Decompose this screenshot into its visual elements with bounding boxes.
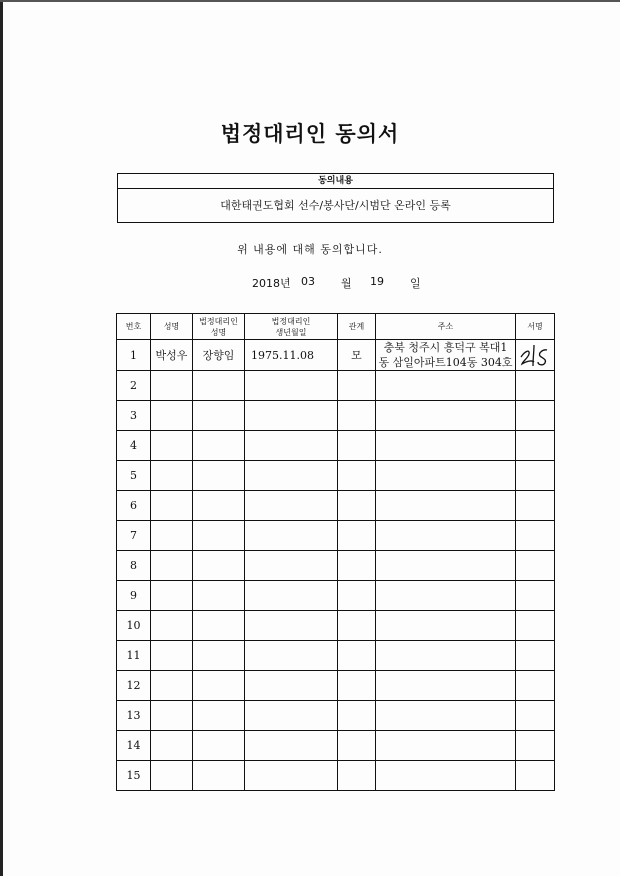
row-guardian-birth: 1975.11.08 xyxy=(245,340,338,371)
row-address xyxy=(376,581,516,611)
row-name xyxy=(151,731,193,761)
row-signature xyxy=(516,611,555,641)
row-name xyxy=(151,431,193,461)
table-row xyxy=(117,611,555,641)
row-relation xyxy=(338,461,376,491)
scan-edge-top xyxy=(0,0,620,2)
row-relation xyxy=(338,731,376,761)
row-guardian-birth xyxy=(245,371,338,401)
row-number: 8 xyxy=(117,551,151,581)
row-address xyxy=(376,611,516,641)
row-name xyxy=(151,761,193,791)
table-row xyxy=(117,731,555,761)
row-signature xyxy=(516,431,555,461)
row-signature xyxy=(516,581,555,611)
row-address xyxy=(376,340,516,371)
row-guardian-birth xyxy=(245,641,338,671)
row-number: 13 xyxy=(117,701,151,731)
row-number: 3 xyxy=(117,401,151,431)
row-guardian-name xyxy=(193,461,245,491)
row-address xyxy=(376,641,516,671)
row-relation xyxy=(338,401,376,431)
row-signature xyxy=(516,461,555,491)
row-signature xyxy=(516,371,555,401)
header-guardian-birth xyxy=(245,314,338,340)
row-relation xyxy=(338,551,376,581)
row-guardian-birth xyxy=(245,491,338,521)
handwritten-signature-icon xyxy=(517,341,553,369)
date-month: 03 xyxy=(301,275,315,288)
row-guardian-birth xyxy=(245,401,338,431)
row-number: 15 xyxy=(117,761,151,791)
row-relation xyxy=(338,431,376,461)
row-signature xyxy=(516,521,555,551)
guardian-consent-table xyxy=(116,313,555,791)
date-year: 2018년 xyxy=(252,277,291,290)
row-address-line1: 충북 청주시 흥덕구 복대1 xyxy=(383,341,508,354)
header-signature: 서명 xyxy=(516,314,555,340)
date-month-unit: 월 xyxy=(341,277,352,290)
row-guardian-name xyxy=(193,371,245,401)
row-guardian-name xyxy=(193,761,245,791)
header-guardian-birth-line1: 법정대리인 xyxy=(271,316,311,326)
table-header-row xyxy=(117,314,555,340)
row-relation xyxy=(338,581,376,611)
row-guardian-name xyxy=(193,701,245,731)
row-guardian-name xyxy=(193,581,245,611)
row-number: 14 xyxy=(117,731,151,761)
row-guardian-name: 장향임 xyxy=(193,340,245,371)
row-signature xyxy=(516,641,555,671)
row-relation: 모 xyxy=(338,340,376,371)
header-guardian-name-line2: 성명 xyxy=(210,327,227,337)
row-name: 박성우 xyxy=(151,340,193,371)
consent-body: 대한태권도협회 선수/봉사단/시범단 온라인 등록 xyxy=(220,199,451,212)
header-guardian-name xyxy=(193,314,245,340)
table-row xyxy=(117,431,555,461)
row-address xyxy=(376,551,516,581)
row-number: 5 xyxy=(117,461,151,491)
row-address xyxy=(376,521,516,551)
header-guardian-birth-line2: 생년월일 xyxy=(275,327,307,337)
row-address xyxy=(376,401,516,431)
row-signature xyxy=(516,731,555,761)
row-name xyxy=(151,401,193,431)
row-guardian-name xyxy=(193,431,245,461)
row-address xyxy=(376,731,516,761)
document-title: 법정대리인 동의서 xyxy=(220,121,400,146)
table-row xyxy=(117,641,555,671)
date-day-unit: 일 xyxy=(410,277,421,290)
row-address xyxy=(376,671,516,701)
row-guardian-birth xyxy=(245,521,338,551)
table-row xyxy=(117,521,555,551)
row-name xyxy=(151,671,193,701)
table-row xyxy=(117,491,555,521)
header-address: 주소 xyxy=(376,314,516,340)
table-row xyxy=(117,461,555,491)
row-signature xyxy=(516,671,555,701)
row-name xyxy=(151,551,193,581)
table-row xyxy=(117,401,555,431)
row-address xyxy=(376,491,516,521)
header-guardian-name-line1: 법정대리인 xyxy=(199,316,238,326)
table-row xyxy=(117,701,555,731)
consent-box xyxy=(117,173,554,223)
row-guardian-birth xyxy=(245,581,338,611)
row-relation xyxy=(338,611,376,641)
row-relation xyxy=(338,701,376,731)
row-relation xyxy=(338,641,376,671)
row-guardian-name xyxy=(193,521,245,551)
table-row xyxy=(117,671,555,701)
header-number: 번호 xyxy=(117,314,151,340)
row-address xyxy=(376,461,516,491)
row-relation xyxy=(338,521,376,551)
date-line xyxy=(0,275,620,291)
row-guardian-name xyxy=(193,611,245,641)
row-guardian-birth xyxy=(245,461,338,491)
row-name xyxy=(151,581,193,611)
agreement-statement: 위 내용에 대해 동의합니다. xyxy=(237,243,383,256)
row-name xyxy=(151,701,193,731)
row-name xyxy=(151,611,193,641)
row-name xyxy=(151,521,193,551)
table-row xyxy=(117,761,555,791)
row-name xyxy=(151,641,193,671)
row-number: 9 xyxy=(117,581,151,611)
row-guardian-name xyxy=(193,641,245,671)
row-number: 11 xyxy=(117,641,151,671)
consent-header: 동의내용 xyxy=(118,174,553,189)
row-signature xyxy=(516,340,555,371)
row-number: 4 xyxy=(117,431,151,461)
table-row xyxy=(117,371,555,401)
row-guardian-birth xyxy=(245,431,338,461)
row-number: 1 xyxy=(117,340,151,371)
row-address xyxy=(376,761,516,791)
row-address xyxy=(376,701,516,731)
header-relation: 관계 xyxy=(338,314,376,340)
row-relation xyxy=(338,491,376,521)
row-address xyxy=(376,431,516,461)
row-name xyxy=(151,371,193,401)
row-number: 6 xyxy=(117,491,151,521)
row-signature xyxy=(516,551,555,581)
table-row xyxy=(117,340,555,371)
row-guardian-birth xyxy=(245,701,338,731)
row-guardian-birth xyxy=(245,611,338,641)
row-number: 2 xyxy=(117,371,151,401)
row-guardian-birth xyxy=(245,761,338,791)
row-relation xyxy=(338,671,376,701)
row-guardian-birth xyxy=(245,731,338,761)
row-number: 12 xyxy=(117,671,151,701)
table-row xyxy=(117,581,555,611)
row-guardian-name xyxy=(193,401,245,431)
row-address xyxy=(376,371,516,401)
row-signature xyxy=(516,761,555,791)
row-signature xyxy=(516,491,555,521)
date-day: 19 xyxy=(370,275,384,288)
row-guardian-birth xyxy=(245,551,338,581)
table-row xyxy=(117,551,555,581)
row-guardian-name xyxy=(193,551,245,581)
row-guardian-name xyxy=(193,731,245,761)
row-relation xyxy=(338,371,376,401)
row-name xyxy=(151,491,193,521)
row-signature xyxy=(516,701,555,731)
row-address-line2: 동 삼일아파트104동 304호 xyxy=(378,356,513,369)
header-name: 성명 xyxy=(151,314,193,340)
row-relation xyxy=(338,761,376,791)
row-guardian-name xyxy=(193,491,245,521)
row-guardian-birth xyxy=(245,671,338,701)
row-name xyxy=(151,461,193,491)
row-number: 10 xyxy=(117,611,151,641)
row-number: 7 xyxy=(117,521,151,551)
row-signature xyxy=(516,401,555,431)
row-guardian-name xyxy=(193,671,245,701)
